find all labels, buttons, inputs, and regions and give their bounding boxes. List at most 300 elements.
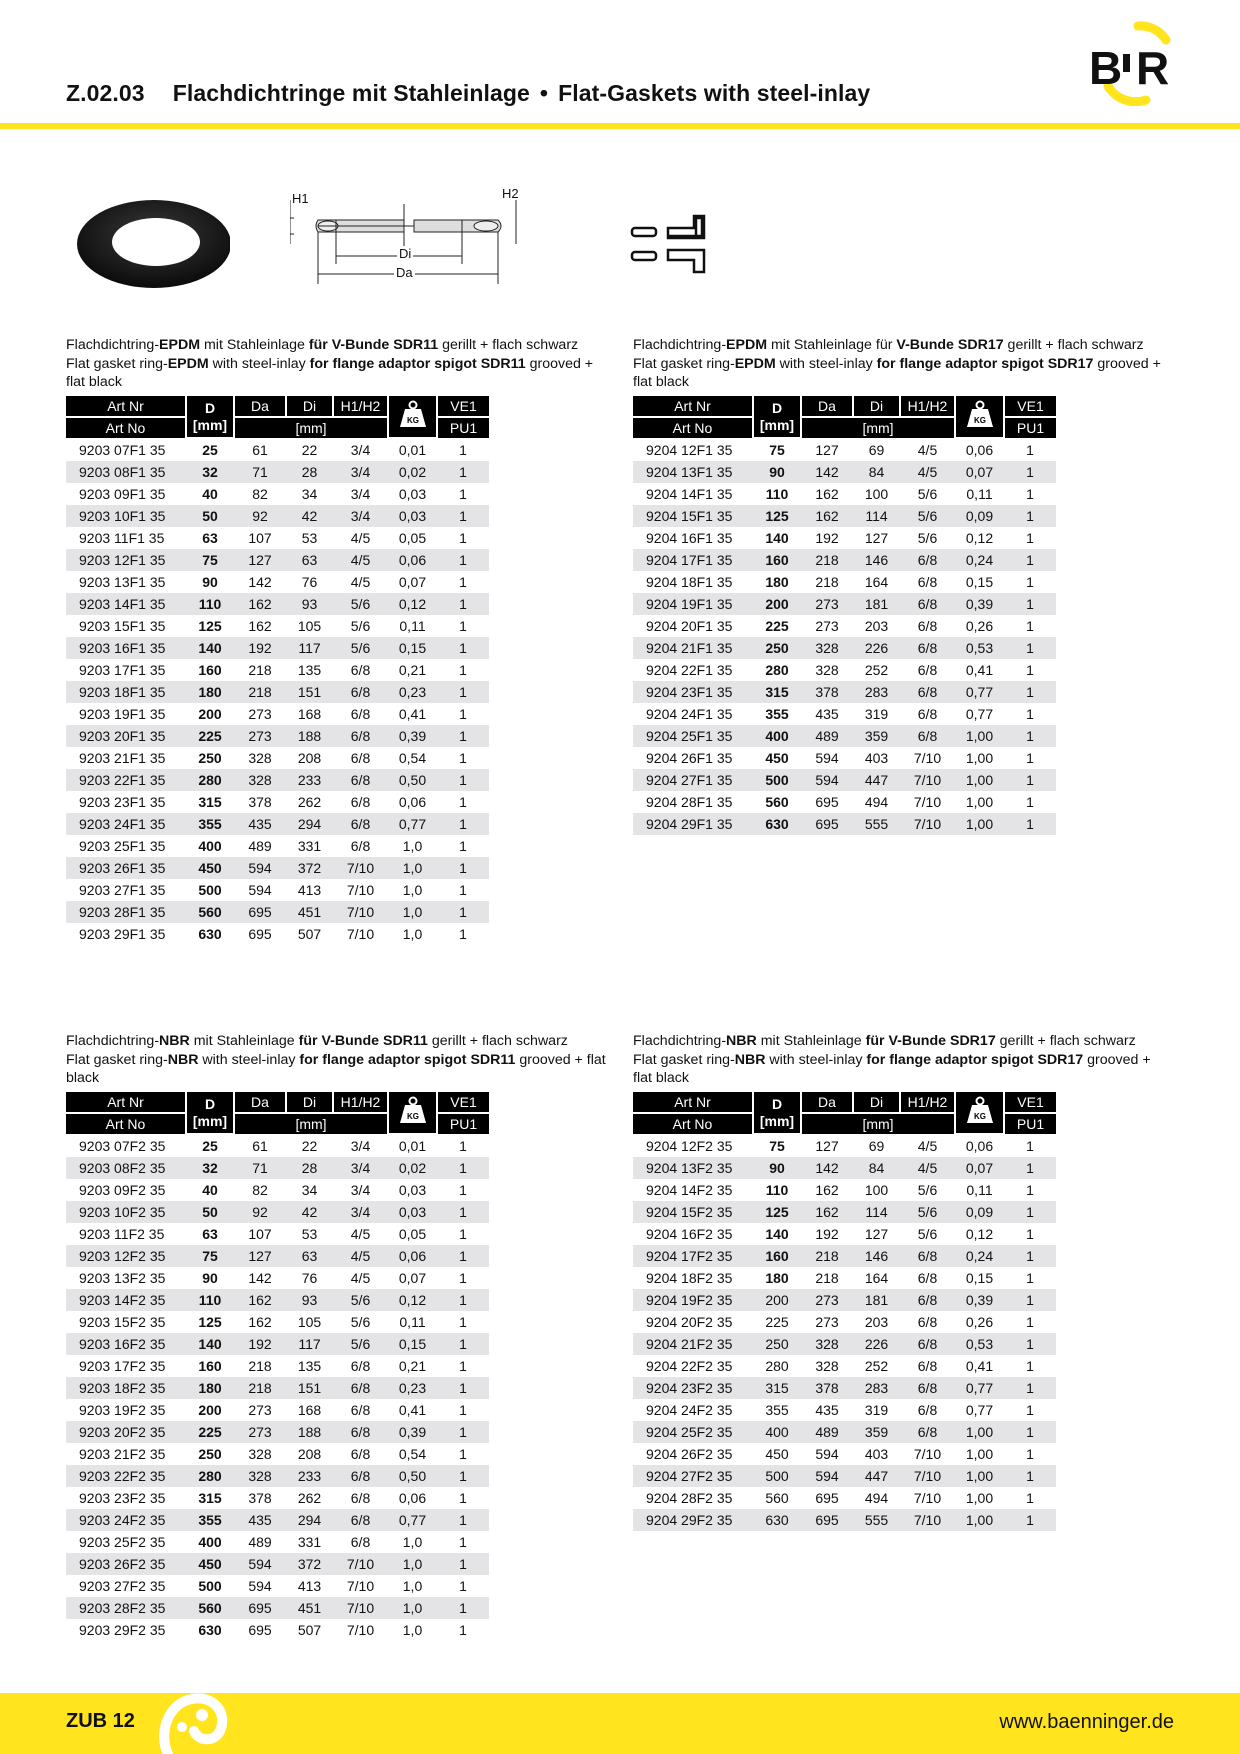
col-ve1: VE1	[437, 396, 489, 417]
cell-ve1: 1	[1004, 505, 1056, 527]
cell-di: 168	[297, 1402, 322, 1418]
cell-d: 200	[198, 1402, 222, 1418]
table-row	[66, 461, 489, 483]
cell-weight: 1,00	[955, 1465, 1004, 1487]
col-art-no: Art No	[633, 417, 753, 438]
cell-da: 127	[234, 549, 286, 571]
header-rule	[0, 123, 1240, 129]
cell-ve1: 1	[437, 1201, 489, 1223]
cell-h1h2: 3/4	[350, 1137, 371, 1154]
cell-weight: 0,39	[388, 725, 437, 747]
table-row	[66, 1267, 489, 1289]
cell-h1h2: 6/8	[350, 1402, 371, 1418]
cell-di: 447	[853, 769, 900, 791]
cell-d: 400	[198, 838, 222, 854]
cell-weight: 0,77	[965, 1402, 994, 1418]
table-row	[66, 1421, 489, 1443]
cell-da: 82	[252, 486, 268, 502]
cell-ve1: 1	[437, 1289, 489, 1311]
cell-art-nr: 9204 18F1 35	[646, 574, 733, 590]
cell-da: 218	[234, 681, 286, 703]
cell-h1h2: 3/4	[350, 1182, 371, 1198]
cell-weight: 0,12	[965, 530, 994, 546]
desc-en: Flat gasket ring-EPDM with steel-inlay for flange adaptor spigot SDR11 grooved + flat black	[66, 355, 594, 390]
cell-art-nr: 9203 11F1 35	[79, 530, 165, 546]
cell-di: 413	[297, 882, 322, 898]
cell-di: 252	[864, 662, 889, 678]
cell-da: 328	[815, 662, 839, 678]
table-row	[66, 1487, 489, 1509]
col-da: Da	[234, 1092, 286, 1113]
cell-ve1: 1	[1026, 530, 1034, 546]
cell-ve1: 1	[437, 1465, 489, 1487]
cell-weight: 0,07	[398, 574, 427, 590]
table-row	[633, 1355, 1056, 1377]
cell-art-nr: 9204 13F1 35	[633, 461, 753, 483]
cell-ve1: 1	[459, 882, 467, 898]
table-row	[633, 791, 1056, 813]
cell-da: 378	[801, 681, 853, 703]
weight-icon	[398, 399, 428, 429]
cell-da: 162	[801, 1201, 853, 1223]
cell-h1h2: 4/5	[350, 1226, 371, 1242]
cell-da: 61	[252, 441, 268, 458]
cell-art-nr: 9203 28F1 35	[66, 901, 186, 923]
cell-weight: 0,03	[398, 486, 427, 502]
cell-da: 378	[801, 1377, 853, 1399]
cell-di: 100	[864, 486, 889, 502]
desc-de: Flachdichtring-NBR mit Stahleinlage für V-Bunde SDR17 gerillt + flach schwarz	[633, 1033, 1136, 1049]
cell-weight: 1,00	[965, 750, 994, 766]
cell-ve1: 1	[1004, 549, 1056, 571]
cell-ve1: 1	[459, 706, 467, 722]
table-row	[66, 879, 489, 901]
cell-ve1: 1	[437, 1377, 489, 1399]
cell-di: 164	[864, 574, 889, 590]
col-di: Di	[853, 396, 900, 417]
table-row	[633, 1421, 1056, 1443]
cell-h1h2: 6/8	[900, 681, 955, 703]
cell-di: 151	[286, 681, 333, 703]
cell-h1h2: 5/6	[333, 1289, 388, 1311]
cell-ve1: 1	[437, 505, 489, 527]
col-art-no: Art No	[66, 1113, 186, 1134]
cell-di: 181	[853, 1289, 900, 1311]
cell-da: 192	[234, 637, 286, 659]
cell-da: 695	[248, 926, 272, 942]
cell-d: 500	[198, 882, 222, 898]
cell-di: 63	[286, 549, 333, 571]
cell-d: 110	[186, 593, 234, 615]
cell-h1h2: 6/8	[350, 750, 371, 766]
cell-ve1: 1	[1004, 1421, 1056, 1443]
cell-di: 151	[286, 1377, 333, 1399]
label-da: Da	[396, 265, 413, 280]
table-row	[633, 1443, 1056, 1465]
cell-ve1: 1	[437, 593, 489, 615]
table-nbr-sdr11	[66, 1092, 489, 1641]
cell-weight: 0,77	[388, 813, 437, 835]
cell-weight: 0,21	[398, 662, 427, 678]
cell-di: 294	[286, 1509, 333, 1531]
cell-art-nr: 9204 16F2 35	[646, 1226, 733, 1242]
table-row	[66, 1134, 489, 1157]
table-row	[633, 725, 1056, 747]
cell-h1h2: 5/6	[350, 618, 371, 634]
cell-da: 594	[815, 1446, 839, 1462]
cell-di: 117	[286, 637, 333, 659]
table-row	[633, 637, 1056, 659]
cell-di: 100	[864, 1182, 889, 1198]
section-4-desc	[633, 1032, 1173, 1088]
table-row	[66, 593, 489, 615]
cell-h1h2: 6/8	[900, 1421, 955, 1443]
section-2-desc	[633, 336, 1173, 392]
cell-art-nr: 9204 23F2 35	[633, 1377, 753, 1399]
col-pu1: PU1	[1004, 417, 1056, 438]
cell-art-nr: 9203 07F2 35	[79, 1137, 166, 1154]
table-row	[66, 703, 489, 725]
cell-weight: 1,00	[955, 725, 1004, 747]
cell-h1h2: 4/5	[333, 549, 388, 571]
cell-art-nr: 9203 08F1 35	[66, 461, 186, 483]
table-row	[633, 769, 1056, 791]
cell-weight: 0,53	[955, 637, 1004, 659]
cell-da: 695	[815, 794, 839, 810]
cell-weight: 0,12	[388, 1289, 437, 1311]
cell-art-nr: 9204 25F2 35	[633, 1421, 753, 1443]
cell-di: 555	[853, 1509, 900, 1531]
cell-h1h2: 7/10	[913, 794, 942, 810]
cell-ve1: 1	[1004, 1377, 1056, 1399]
cell-d: 40	[202, 1182, 218, 1198]
cell-d: 225	[765, 1314, 789, 1330]
cell-d: 25	[202, 442, 218, 458]
col-da: Da	[234, 396, 286, 417]
cell-ve1: 1	[1026, 750, 1034, 766]
table-row	[66, 483, 489, 505]
cell-art-nr: 9204 12F2 35	[646, 1137, 733, 1154]
cell-d: 125	[753, 505, 801, 527]
col-art-no: Art No	[633, 1113, 753, 1134]
cell-h1h2: 3/4	[333, 1201, 388, 1223]
cell-h1h2: 7/10	[900, 813, 955, 835]
table-row	[66, 1575, 489, 1597]
table-row	[633, 747, 1056, 769]
cell-ve1: 1	[459, 662, 467, 678]
cell-ve1: 1	[1004, 1333, 1056, 1355]
cell-di: 447	[853, 1465, 900, 1487]
cell-h1h2: 5/6	[917, 1226, 938, 1242]
cell-art-nr: 9204 28F2 35	[646, 1490, 733, 1506]
table-row	[633, 438, 1056, 461]
cell-weight: 1,0	[388, 1597, 437, 1619]
cell-art-nr: 9203 22F2 35	[66, 1465, 186, 1487]
table-row	[66, 791, 489, 813]
cell-h1h2: 6/8	[900, 1245, 955, 1267]
cell-h1h2: 7/10	[900, 1509, 955, 1531]
cell-weight: 0,06	[965, 442, 994, 458]
cell-da: 594	[815, 750, 839, 766]
cell-d: 40	[202, 486, 218, 502]
col-d-unit: [mm]	[192, 1112, 228, 1129]
cell-da: 435	[234, 813, 286, 835]
table-row	[633, 1245, 1056, 1267]
cell-weight: 1,00	[955, 1421, 1004, 1443]
cell-da: 273	[234, 1421, 286, 1443]
table-row	[66, 1201, 489, 1223]
cell-d: 250	[753, 1333, 801, 1355]
table-row	[66, 527, 489, 549]
cell-h1h2: 6/8	[917, 706, 938, 722]
table-row	[66, 1597, 489, 1619]
table-row	[633, 1289, 1056, 1311]
cell-art-nr: 9204 17F1 35	[633, 549, 753, 571]
cell-di: 53	[301, 530, 318, 546]
cell-d: 63	[202, 530, 218, 546]
cell-ve1: 1	[1004, 1201, 1056, 1223]
cell-ve1: 1	[1026, 574, 1034, 590]
table-epdm-sdr17	[633, 396, 1056, 835]
cell-art-nr: 9203 28F2 35	[66, 1597, 186, 1619]
cell-d: 630	[753, 1509, 801, 1531]
cell-h1h2: 4/5	[350, 1270, 371, 1286]
weight-icon-label: KG	[406, 416, 419, 425]
cell-weight: 1,0	[402, 1534, 423, 1550]
cell-d: 315	[198, 1490, 222, 1506]
cell-weight: 0,50	[388, 1465, 437, 1487]
cell-h1h2: 5/6	[333, 1333, 388, 1355]
cell-h1h2: 6/8	[917, 662, 938, 678]
cell-ve1: 1	[459, 750, 467, 766]
cell-da: 218	[801, 549, 853, 571]
cell-art-nr: 9204 16F1 35	[646, 530, 733, 546]
cell-di: 262	[297, 794, 322, 810]
cell-art-nr: 9203 16F1 35	[66, 637, 186, 659]
cell-di: 252	[864, 1358, 889, 1374]
col-d-label: D	[771, 1095, 783, 1112]
cell-ve1: 1	[1026, 486, 1034, 502]
table-row	[66, 1553, 489, 1575]
cell-da: 328	[248, 750, 272, 766]
cell-da: 82	[252, 1182, 268, 1198]
cell-ve1: 1	[459, 441, 467, 458]
cell-d: 225	[186, 725, 234, 747]
cell-d: 250	[198, 1446, 222, 1462]
cell-da: 142	[248, 574, 272, 590]
cell-weight: 0,02	[388, 1157, 437, 1179]
table-row	[633, 1509, 1056, 1531]
cell-d: 280	[186, 769, 234, 791]
cell-art-nr: 9204 27F1 35	[633, 769, 753, 791]
cell-d: 32	[186, 461, 234, 483]
cell-da: 192	[815, 530, 839, 546]
cell-d: 125	[753, 1201, 801, 1223]
weight-icon-label: KG	[973, 416, 986, 425]
col-art-nr: Art Nr	[66, 1092, 186, 1113]
table-row	[633, 1399, 1056, 1421]
cell-di: 208	[297, 1446, 322, 1462]
cell-da: 218	[248, 1358, 272, 1374]
cell-di: 146	[853, 1245, 900, 1267]
cell-h1h2: 6/8	[917, 1402, 938, 1418]
cell-art-nr: 9203 12F1 35	[66, 549, 186, 571]
table-row	[66, 1179, 489, 1201]
col-weight	[388, 396, 437, 438]
cell-d: 25	[202, 1138, 218, 1154]
cell-weight: 1,00	[955, 1509, 1004, 1531]
cell-d: 75	[186, 1245, 234, 1267]
cell-di: 146	[853, 549, 900, 571]
cell-di: 188	[286, 1421, 333, 1443]
cell-art-nr: 9203 10F1 35	[66, 505, 186, 527]
cell-art-nr: 9204 12F1 35	[646, 441, 733, 458]
desc-en: Flat gasket ring-NBR with steel-inlay for flange adaptor spigot SDR11 grooved + flat black	[66, 1051, 606, 1086]
flange-adaptor-icon	[628, 214, 708, 274]
cell-art-nr: 9203 29F2 35	[79, 1622, 166, 1638]
cell-d: 180	[765, 1270, 789, 1286]
cell-di: 203	[864, 1314, 889, 1330]
cell-h1h2: 6/8	[900, 1377, 955, 1399]
table-row	[633, 483, 1056, 505]
cell-di: 135	[297, 662, 322, 678]
cell-h1h2: 6/8	[350, 838, 371, 854]
cell-d: 180	[765, 574, 789, 590]
cell-art-nr: 9204 15F2 35	[633, 1201, 753, 1223]
col-h1h2: H1/H2	[333, 1092, 388, 1113]
cell-ve1: 1	[437, 549, 489, 571]
col-art-nr: Art Nr	[66, 396, 186, 417]
cell-ve1: 1	[1026, 1137, 1034, 1154]
cell-art-nr: 9204 24F2 35	[646, 1402, 733, 1418]
cell-weight: 1,0	[388, 857, 437, 879]
cell-h1h2: 3/4	[350, 486, 371, 502]
cell-ve1: 1	[459, 574, 467, 590]
cell-di: 22	[301, 441, 318, 458]
cell-d: 200	[753, 1289, 801, 1311]
cell-weight: 0,12	[388, 593, 437, 615]
cell-ve1: 1	[1004, 1157, 1056, 1179]
cell-art-nr: 9203 26F1 35	[66, 857, 186, 879]
cell-d: 140	[765, 1226, 789, 1242]
cell-art-nr: 9203 09F2 35	[79, 1182, 166, 1198]
col-ve1: VE1	[1004, 396, 1056, 417]
cell-weight: 0,50	[388, 769, 437, 791]
col-di: Di	[286, 1092, 333, 1113]
cell-di: 403	[864, 1446, 889, 1462]
cell-weight: 0,21	[398, 1358, 427, 1374]
cell-da: 107	[248, 530, 272, 546]
cell-d: 63	[202, 1226, 218, 1242]
cell-h1h2: 6/8	[350, 1446, 371, 1462]
cell-di: 451	[286, 901, 333, 923]
cell-ve1: 1	[1026, 794, 1034, 810]
cell-d: 110	[765, 1182, 789, 1198]
cell-h1h2: 6/8	[333, 681, 388, 703]
desc-de: Flachdichtring-EPDM mit Stahleinlage für V-Bunde SDR11 gerillt + flach schwarz	[66, 337, 579, 353]
table-row	[66, 659, 489, 681]
cell-da: 273	[248, 706, 272, 722]
cell-weight: 0,77	[965, 706, 994, 722]
cell-art-nr: 9204 28F1 35	[646, 794, 733, 810]
cell-weight: 0,23	[388, 681, 437, 703]
cell-da: 435	[815, 1402, 839, 1418]
cell-h1h2: 7/10	[900, 769, 955, 791]
cell-h1h2: 6/8	[333, 813, 388, 835]
cell-ve1: 1	[459, 1446, 467, 1462]
cell-ve1: 1	[437, 461, 489, 483]
section-3-desc	[66, 1032, 606, 1088]
desc-en: Flat gasket ring-EPDM with steel-inlay for flange adaptor spigot SDR17 grooved + flat black	[633, 355, 1161, 390]
cell-da: 71	[234, 461, 286, 483]
weight-icon-label: KG	[406, 1112, 419, 1121]
table-row	[633, 593, 1056, 615]
table-row	[66, 1619, 489, 1641]
cell-weight: 0,06	[388, 549, 437, 571]
website-link[interactable]: www.baenninger.de	[999, 1711, 1174, 1733]
cell-ve1: 1	[1004, 637, 1056, 659]
cell-ve1: 1	[1004, 725, 1056, 747]
desc-de: Flachdichtring-NBR mit Stahleinlage für V-Bunde SDR11 gerillt + flach schwarz	[66, 1033, 568, 1049]
cell-h1h2: 6/8	[333, 769, 388, 791]
cell-art-nr: 9203 11F2 35	[79, 1226, 165, 1242]
table-row	[633, 571, 1056, 593]
cell-d: 90	[202, 1270, 218, 1286]
cell-da: 273	[815, 1314, 839, 1330]
cell-d: 450	[186, 1553, 234, 1575]
cell-di: 114	[853, 1201, 900, 1223]
cell-art-nr: 9204 20F1 35	[646, 618, 733, 634]
cell-ve1: 1	[437, 813, 489, 835]
cell-h1h2: 7/10	[333, 1597, 388, 1619]
cell-weight: 0,26	[965, 618, 994, 634]
cell-ve1: 1	[459, 1270, 467, 1286]
cell-h1h2: 6/8	[350, 1358, 371, 1374]
cell-art-nr: 9203 19F2 35	[79, 1402, 166, 1418]
cell-weight: 0,24	[955, 549, 1004, 571]
cell-weight: 0,11	[966, 1182, 993, 1198]
weight-icon	[965, 1095, 995, 1125]
cell-ve1: 1	[437, 1553, 489, 1575]
cell-d: 630	[198, 926, 222, 942]
col-d-label: D	[204, 1095, 216, 1112]
cell-h1h2: 5/6	[350, 1314, 371, 1330]
cell-di: 127	[864, 530, 889, 546]
cell-da: 695	[815, 1490, 839, 1506]
cell-h1h2: 6/8	[350, 1490, 371, 1506]
cell-da: 218	[801, 1245, 853, 1267]
cell-weight: 0,09	[955, 505, 1004, 527]
cell-h1h2: 7/10	[900, 1465, 955, 1487]
table-row	[66, 505, 489, 527]
cell-weight: 0,01	[398, 442, 427, 458]
cell-d: 315	[753, 1377, 801, 1399]
cell-ve1: 1	[437, 637, 489, 659]
cell-art-nr: 9203 26F2 35	[66, 1553, 186, 1575]
cell-ve1: 1	[1026, 618, 1034, 634]
table-row	[633, 813, 1056, 835]
cell-d: 75	[769, 1138, 785, 1154]
cell-ve1: 1	[1004, 681, 1056, 703]
cell-art-nr: 9204 19F2 35	[633, 1289, 753, 1311]
cell-da: 695	[801, 1509, 853, 1531]
cell-d: 140	[765, 530, 789, 546]
table-row	[66, 725, 489, 747]
cell-d: 400	[753, 725, 801, 747]
col-pu1: PU1	[437, 417, 489, 438]
cell-d: 140	[186, 637, 234, 659]
cell-ve1: 1	[437, 1421, 489, 1443]
